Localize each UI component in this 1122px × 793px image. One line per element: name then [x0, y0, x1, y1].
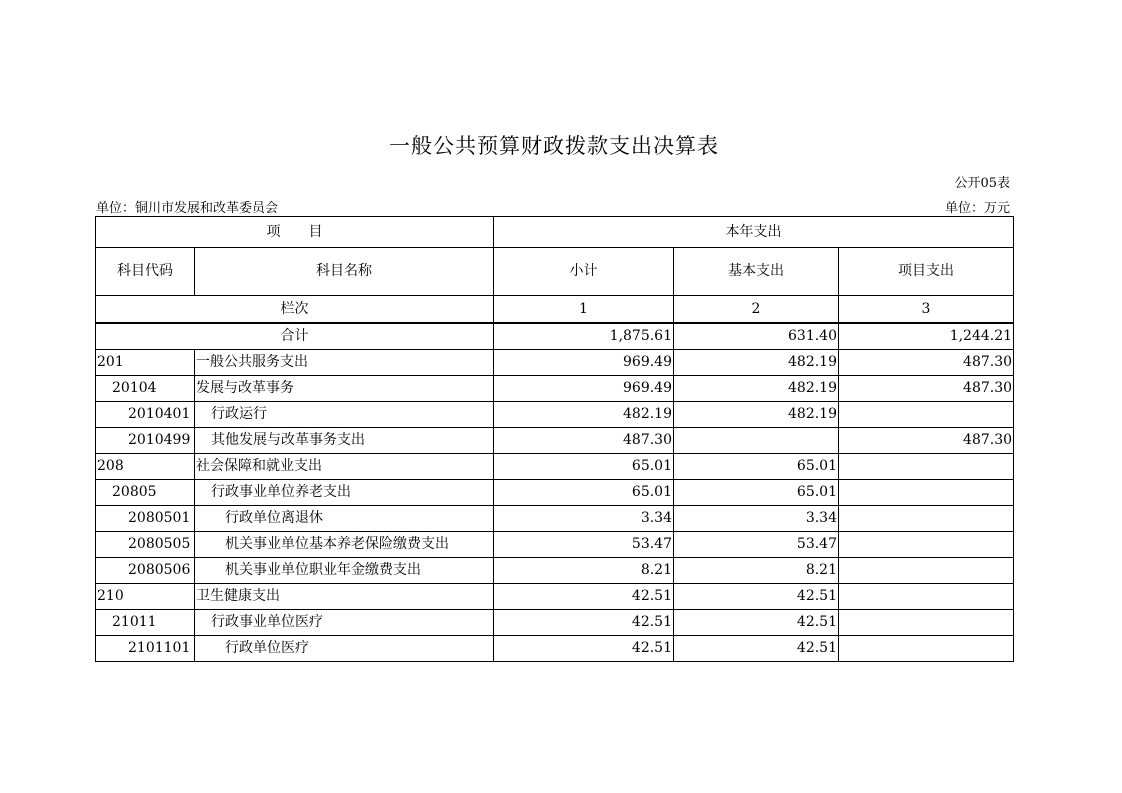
- table-row: [96, 636, 1014, 662]
- header-row-2: [96, 248, 1014, 296]
- name-cell: 行政事业单位医疗: [195, 610, 494, 636]
- project-cell: 487.30: [839, 376, 1014, 402]
- total-subtotal: 1,875.61: [494, 323, 674, 350]
- project-cell: [839, 532, 1014, 558]
- name-cell: 行政单位医疗: [195, 636, 494, 662]
- column-order-1: 1: [494, 296, 674, 324]
- code-cell: 2010401: [96, 402, 195, 428]
- basic-cell: 53.47: [674, 532, 839, 558]
- subtotal-cell: 65.01: [494, 480, 674, 506]
- subtotal-cell: 8.21: [494, 558, 674, 584]
- expenditure-table: [95, 216, 1014, 662]
- name-cell: 机关事业单位基本养老保险缴费支出: [195, 532, 494, 558]
- code-cell: 2080505: [96, 532, 195, 558]
- header-item: 项 目: [96, 217, 494, 248]
- total-project: 1,244.21: [839, 323, 1014, 350]
- basic-cell: 8.21: [674, 558, 839, 584]
- basic-cell: 42.51: [674, 610, 839, 636]
- code-cell: 2080506: [96, 558, 195, 584]
- subtotal-cell: 42.51: [494, 610, 674, 636]
- header-project: 项目支出: [839, 248, 1014, 296]
- project-cell: [839, 636, 1014, 662]
- table-row: [96, 610, 1014, 636]
- name-cell: 行政事业单位养老支出: [195, 480, 494, 506]
- project-cell: [839, 480, 1014, 506]
- basic-cell: 65.01: [674, 454, 839, 480]
- header-name: 科目名称: [195, 248, 494, 296]
- table-row: [96, 480, 1014, 506]
- subtotal-cell: 42.51: [494, 636, 674, 662]
- subtotal-cell: 53.47: [494, 532, 674, 558]
- code-cell: 2101101: [96, 636, 195, 662]
- basic-cell: 42.51: [674, 636, 839, 662]
- code-cell: 210: [96, 584, 195, 610]
- subtotal-cell: 969.49: [494, 350, 674, 376]
- column-order-label: 栏次: [96, 296, 494, 324]
- table-row: [96, 428, 1014, 454]
- code-cell: 208: [96, 454, 195, 480]
- subtotal-cell: 487.30: [494, 428, 674, 454]
- subtotal-cell: 3.34: [494, 506, 674, 532]
- header-year-expense: 本年支出: [494, 217, 1014, 248]
- table-row: [96, 558, 1014, 584]
- code-cell: 2080501: [96, 506, 195, 532]
- basic-cell: 482.19: [674, 402, 839, 428]
- name-cell: 机关事业单位职业年金缴费支出: [195, 558, 494, 584]
- table-row: [96, 584, 1014, 610]
- project-cell: 487.30: [839, 350, 1014, 376]
- code-cell: 2010499: [96, 428, 195, 454]
- name-cell: 行政运行: [195, 402, 494, 428]
- code-cell: 201: [96, 350, 195, 376]
- table-row: [96, 532, 1014, 558]
- header-code: 科目代码: [96, 248, 195, 296]
- table-row: [96, 454, 1014, 480]
- column-order-2: 2: [674, 296, 839, 324]
- reporting-unit: 单位：铜川市发展和改革委员会: [96, 201, 279, 216]
- name-cell: 社会保障和就业支出: [195, 454, 494, 480]
- subtotal-cell: 969.49: [494, 376, 674, 402]
- code-cell: 20805: [96, 480, 195, 506]
- page-title: 一般公共预算财政拨款支出决算表: [389, 134, 719, 158]
- project-cell: [839, 610, 1014, 636]
- basic-cell: 42.51: [674, 584, 839, 610]
- basic-cell: [674, 428, 839, 454]
- project-cell: 487.30: [839, 428, 1014, 454]
- table-row: [96, 350, 1014, 376]
- name-cell: 一般公共服务支出: [195, 350, 494, 376]
- total-basic: 631.40: [674, 323, 839, 350]
- name-cell: 发展与改革事务: [195, 376, 494, 402]
- column-order-3: 3: [839, 296, 1014, 324]
- code-cell: 21011: [96, 610, 195, 636]
- header-row-1: [96, 217, 1014, 248]
- project-cell: [839, 402, 1014, 428]
- basic-cell: 65.01: [674, 480, 839, 506]
- total-label: 合计: [96, 323, 494, 350]
- name-cell: 卫生健康支出: [195, 584, 494, 610]
- code-cell: 20104: [96, 376, 195, 402]
- form-number: 公开05表: [954, 176, 1010, 191]
- name-cell: 行政单位离退休: [195, 506, 494, 532]
- name-cell: 其他发展与改革事务支出: [195, 428, 494, 454]
- table-row: [96, 402, 1014, 428]
- table-row: [96, 506, 1014, 532]
- subtotal-cell: 482.19: [494, 402, 674, 428]
- project-cell: [839, 558, 1014, 584]
- basic-cell: 482.19: [674, 376, 839, 402]
- header-basic: 基本支出: [674, 248, 839, 296]
- project-cell: [839, 454, 1014, 480]
- currency-unit: 单位：万元: [944, 201, 1010, 216]
- subtotal-cell: 42.51: [494, 584, 674, 610]
- header-subtotal: 小计: [494, 248, 674, 296]
- project-cell: [839, 584, 1014, 610]
- total-row: [96, 323, 1014, 350]
- project-cell: [839, 506, 1014, 532]
- basic-cell: 482.19: [674, 350, 839, 376]
- basic-cell: 3.34: [674, 506, 839, 532]
- column-order-row: [96, 296, 1014, 324]
- subtotal-cell: 65.01: [494, 454, 674, 480]
- table-row: [96, 376, 1014, 402]
